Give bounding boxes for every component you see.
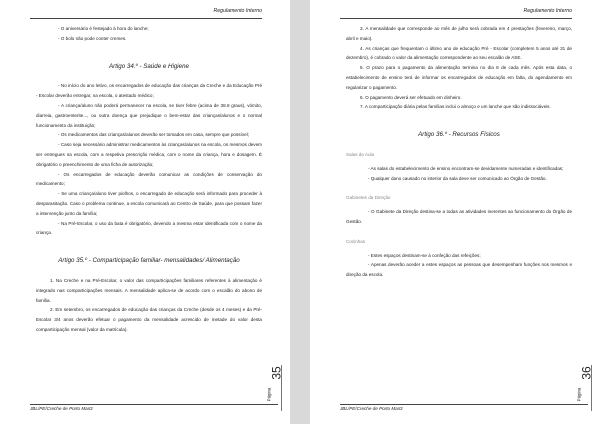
paragraph: - Apenas deverão aceder a estes espaços as pessoas que desempenham funções nos mesmos e direção da escola. (346, 262, 572, 278)
header-title: Regulamento Interno (523, 8, 572, 14)
page-body (36, 24, 262, 335)
subsection-title: Gabinetes da Direção (346, 195, 391, 201)
header (340, 8, 572, 19)
page-left (0, 0, 290, 424)
page-number-label: Página (576, 387, 582, 402)
page-number-value: 36 (579, 366, 594, 380)
paragraph: - O Gabinete da Direção destina-se a todas as atividades inerentes ao funcionamento do Órgão de Gestão. (346, 209, 572, 224)
page-body (346, 24, 572, 280)
header-title: Regulamento Interno (213, 8, 262, 14)
paragraph: - Na Pré-Escolar, o uso da bata é obrigatório, devendo a mesma estar identificada com o nome da criança. (36, 220, 262, 236)
section-title: Artigo 36.º - Recursos Físicos (418, 131, 500, 139)
paragraph: - Se uma criança/aluno tiver piolhos, o encarregado de educação será informado para proceder à desparasitação. Caso o problema continue, a escola comunicará ao Centro de Saúde, para que possam fazer a intervenção junto da família; (36, 191, 262, 216)
text-line: - O bolo não pode conter cremes. (58, 35, 127, 41)
footer: JBL/PE/Creche de Porto Martz (340, 404, 588, 412)
footer: JBL/PE/Creche de Porto Martz (30, 404, 278, 412)
paragraph: - Caso seja necessário administrar medicamentos às crianças/alunos na escola, os mesmos devem ser entregues na escola, com a respetiva prescrição médica, com o nome da criança, hora e dosagem. É obrigatório o preenchimento de uma ficha de autorização; (36, 142, 262, 167)
section-title: Artigo 35.º - Comparticipação familiar- mensalidades/ Alimentação (58, 257, 240, 265)
paragraph: 5. O prazo para o pagamento da alimentação termina no dia 8 de cada mês. Após esta data, o estabelecimento de ensino terá de informar os encarregados de educação em falta, do agendamento em regularizar o pagamento. (346, 65, 572, 90)
text-line: - O aniversário é festejado à hora do lanche; (58, 26, 149, 31)
paragraph: - As salas do estabelecimento de ensino encontram-se devidamente numeradas e identificadas; (368, 165, 564, 171)
page-number-label: Página (266, 387, 272, 402)
subsection-title: Salas de Aula (346, 151, 375, 157)
page-number (266, 352, 284, 412)
section-title: Artigo 34.º - Saúde e Higiene (109, 62, 189, 70)
paragraph: 6. O pagamento deverá ser efetuado em dinheiro. (360, 94, 462, 100)
page-number-value: 35 (269, 366, 284, 380)
subsection-title: Cozinhas (346, 238, 366, 244)
paragraph: - A criança/aluno não poderá permanecer na escola, se tiver febre (acima de 38.8 graus), vómito, diarreia, gastroenterite..., ou outra doença que prejudique o bem-estar das crianças/alunos e o normal funcionamento da instituição; (36, 102, 262, 128)
paragraph: - Os encarregados de educação deverão comunicar as condições de conservação do medicamento; (36, 171, 262, 187)
paragraph: - Os medicamentos das crianças/alunos deverão ser tomados em casa, sempre que possível; (58, 132, 249, 138)
paragraph: 1. Na Creche e na Pré-Escolar, o valor das comparticipações familiares referentes à alimentação é integrado nas comparticipações mensais. A mensalidade aplica-se de acordo com o escalão do abono de família. (36, 277, 262, 303)
paragraph: 4. As crianças que frequentam o último ano de educação Pré - Escolar (completem 5 anos até 31 de dezembro), é cobrado o valor da alimentação correspondente ao seu escalão de ASE. (346, 45, 572, 61)
paragraph: 2. Em setembro, os encarregados de educação das crianças da Creche (desde os 4 meses) e da Pré-Escolar 3/4 anos deverão efetuar o pagamento da mensalidade acrescido de metade do valor desta comparticipação mensal (valor da matrícula). (36, 307, 262, 332)
paragraph: - Estes espaços destinam-se à confeção das refeições; (368, 252, 481, 258)
paragraph: - No início do ano letivo, os encarregados de educação das crianças da Creche e da Educação Pré - Escolar deverão entregar, na escola, o atestado médico; (36, 83, 262, 99)
page-right (310, 0, 600, 424)
paragraph: 7. A comparticipação diária pelas famílias inclui o almoço e um lanche que são indissociáveis. (360, 104, 551, 110)
header (30, 8, 262, 19)
page-number (576, 352, 594, 412)
paragraph: 3. A mensalidade que corresponde ao mês de julho será cobrada em 4 prestações (fevereiro, março, abril e maio). (346, 26, 572, 41)
paragraph: - Qualquer dano causado no interior da sala deve ser comunicado ao Órgão de Gestão. (368, 175, 547, 181)
